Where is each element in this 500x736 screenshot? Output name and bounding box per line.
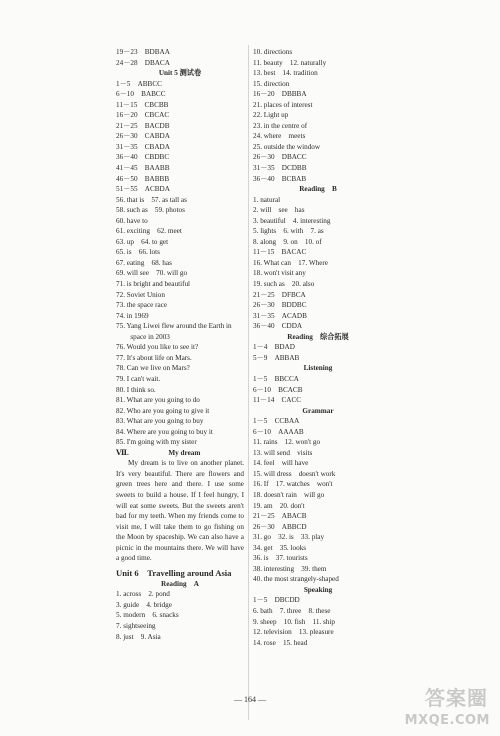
answer-line-heading: Reading B bbox=[299, 185, 337, 194]
answer-line: 16. What can 17. Where bbox=[253, 258, 328, 267]
answer-line: 11－14 CACC bbox=[253, 396, 302, 405]
answer-line: 10. directions bbox=[253, 48, 293, 56]
answer-line: 12. television 13. pleasure bbox=[253, 628, 334, 637]
answer-line: 36. is 37. tourists bbox=[253, 554, 308, 563]
answer-line: 78. Can we live on Mars? bbox=[116, 364, 190, 373]
answer-line: 11. beauty 12. naturally bbox=[253, 58, 327, 67]
answer-line: 13. will send visits bbox=[253, 448, 313, 457]
answer-line: 26－30 DBACC bbox=[253, 153, 307, 162]
answer-line: 85. I'm going with my sister bbox=[116, 438, 197, 447]
column-divider bbox=[248, 45, 249, 720]
answer-line: 14. feel will have bbox=[253, 459, 309, 468]
answer-line: 74. in 1969 bbox=[116, 311, 149, 320]
answer-line: 19. am 20. don't bbox=[253, 501, 305, 510]
answer-line: 21－25 BACDB bbox=[116, 121, 170, 130]
answer-line: 1. natural bbox=[253, 195, 281, 204]
watermark-text-bottom: MXQE.COM bbox=[404, 713, 490, 728]
essay-header bbox=[116, 448, 244, 459]
answer-line: 15. will dress doesn't work bbox=[253, 469, 336, 478]
answer-line: 9. sheep 10. fish 11. ship bbox=[253, 617, 335, 626]
essay-text: My dream is to live on another planet. It's very beautiful. There are flowers and green trees here and there. I use some sweets to build a house. If I feel hungry, I will eat some sweets. But the sweets aren't bad for my teeth. When my friends come to visit me, I will take them to go fishing on the Moon by spaceship. We can also have a picnic in the mountains there. We will have a good time. bbox=[116, 459, 244, 563]
answer-line: 36－40 CDDA bbox=[253, 322, 303, 331]
answer-line: 67. eating 68. has bbox=[116, 258, 172, 267]
answer-line: 11－15 CBCBB bbox=[116, 100, 169, 109]
answer-line: 84. Where are you going to buy it bbox=[116, 427, 213, 436]
answer-line: 13. best 14. tradition bbox=[253, 69, 318, 78]
answer-line: 1－5 DBCDD bbox=[253, 596, 300, 605]
essay-section-label: Ⅶ. bbox=[116, 448, 129, 457]
answer-line: 5. lights 6. with 7. as bbox=[253, 227, 324, 236]
answer-line-heading: Listening bbox=[303, 364, 333, 373]
answer-line: 80. I think so. bbox=[116, 385, 156, 394]
unit6-answer-list bbox=[116, 589, 244, 642]
answer-line-heading: Speaking bbox=[303, 585, 333, 594]
answer-line: 36－40 CBDBC bbox=[116, 153, 170, 162]
answer-line: 21. places of interest bbox=[253, 100, 313, 109]
answer-line: 51－55 ACBDA bbox=[116, 185, 170, 194]
answer-line: 56. that is 57. as tall as bbox=[116, 195, 187, 204]
watermark-text-top: 答案圈 bbox=[425, 686, 488, 710]
unit6-answer-line: 1. across 2. pond bbox=[116, 590, 170, 599]
answer-line: 31－35 CBADA bbox=[116, 142, 170, 151]
answer-line: 14. rose 15. head bbox=[253, 638, 308, 647]
answer-line: 61. exciting 62. meet bbox=[116, 227, 182, 236]
answer-line-heading: Grammar bbox=[302, 406, 334, 415]
answer-line: 3. beautiful 4. interesting bbox=[253, 216, 331, 225]
answer-line-heading: Unit 5 测试卷 bbox=[158, 69, 202, 78]
answer-line: 19－23 BDBAA bbox=[116, 48, 170, 56]
answer-line: 79. I can't wait. bbox=[116, 374, 161, 383]
answer-line: 5－9 ABBAB bbox=[253, 353, 300, 362]
right-column bbox=[253, 47, 383, 648]
unit6-title: Unit 6 Travelling around Asia bbox=[116, 567, 232, 578]
answer-line: 11－15 BACAC bbox=[253, 248, 307, 257]
answer-line: 34. get 35. looks bbox=[253, 543, 307, 552]
page-number: — 164 — bbox=[234, 695, 266, 704]
answer-line: 83. What are you going to buy bbox=[116, 417, 204, 426]
answer-line: 24. where meets bbox=[253, 132, 306, 141]
answer-line: 1－5 BBCCA bbox=[253, 374, 299, 383]
left-column bbox=[116, 47, 244, 642]
answer-line: 18. won't visit any bbox=[253, 269, 306, 278]
answer-line: 31－35 DCDBB bbox=[253, 164, 307, 173]
answer-line: 1－5 ABBCC bbox=[116, 79, 162, 88]
answer-line: 16. If 17. watches won't bbox=[253, 480, 333, 489]
answer-line: 18. doesn't rain will go bbox=[253, 490, 325, 499]
left-answer-list bbox=[116, 47, 244, 448]
answer-line: 6. bath 7. three 8. these bbox=[253, 606, 331, 615]
answer-line: 77. It's about life on Mars. bbox=[116, 353, 192, 362]
answer-line: 11. rains 12. won't go bbox=[253, 438, 321, 447]
answer-line: 72. Soviet Union bbox=[116, 290, 165, 299]
answer-line: 21－25 DFBCA bbox=[253, 290, 306, 299]
answer-line: 23. in the centre of bbox=[253, 121, 308, 130]
answer-line: 24－28 DBACA bbox=[116, 58, 170, 67]
answer-line: space in 2003 bbox=[116, 332, 170, 341]
answer-line: 73. the space race bbox=[116, 301, 168, 310]
watermark-logo bbox=[404, 682, 492, 728]
answer-line: 63. up 64. to get bbox=[116, 237, 169, 246]
answer-line: 16－20 CBCAC bbox=[116, 111, 170, 120]
answer-line: 1－5 CCBAA bbox=[253, 417, 300, 426]
answer-line: 76. Would you like to see it? bbox=[116, 343, 199, 352]
answer-line: 71. is bright and beautiful bbox=[116, 280, 191, 289]
essay-title: My dream bbox=[168, 448, 201, 457]
answer-line: 38. interesting 39. them bbox=[253, 564, 327, 573]
answer-line: 15. direction bbox=[253, 79, 290, 88]
answer-line: 6－10 AAAAB bbox=[253, 427, 304, 436]
answer-line: 26－30 CABDA bbox=[116, 132, 170, 141]
answer-line: 26－30 ABBCD bbox=[253, 522, 307, 531]
answer-line: 6－10 BABCC bbox=[116, 90, 166, 99]
answer-line: 31－35 ACADB bbox=[253, 311, 307, 320]
answer-line: 19. such as 20. also bbox=[253, 280, 315, 289]
answer-line: 21－25 ABACB bbox=[253, 512, 307, 521]
unit6-answer-line: 3. guide 4. bridge bbox=[116, 600, 172, 609]
answer-line: 25. outside the window bbox=[253, 142, 321, 151]
answer-line: 81. What are you going to do bbox=[116, 396, 200, 405]
answer-line: 2. will see has bbox=[253, 206, 305, 215]
answer-line: 40. the most strangely-shaped bbox=[253, 575, 339, 584]
answer-line: 26－30 BDDBC bbox=[253, 301, 307, 310]
right-answer-list bbox=[253, 47, 383, 648]
unit6-answer-line: 8. just 9. Asia bbox=[116, 632, 161, 641]
answer-line: 46－50 BABBB bbox=[116, 174, 170, 183]
answer-line: 16－20 DBBBA bbox=[253, 90, 307, 99]
answer-line: 75. Yang Liwei flew around the Earth in bbox=[116, 322, 232, 331]
unit6-reading-a-heading: Reading A bbox=[161, 579, 199, 588]
answer-line: 22. Light up bbox=[253, 111, 289, 120]
answer-line: 41－45 BAABB bbox=[116, 164, 170, 173]
answer-line: 31. go 32. is 33. play bbox=[253, 533, 325, 542]
answer-line: 82. Who are you going to give it bbox=[116, 406, 210, 415]
answer-line: 58. such as 59. photos bbox=[116, 206, 185, 215]
unit6-answer-line: 5. modern 6. snacks bbox=[116, 611, 179, 620]
answer-line-heading: Reading 综合拓展 bbox=[287, 332, 349, 341]
answer-line: 8. along 9. on 10. of bbox=[253, 237, 322, 246]
answer-line: 6－10 BCACB bbox=[253, 385, 303, 394]
answer-line: 65. is 66. lots bbox=[116, 248, 160, 257]
answer-line: 1－4 BDAD bbox=[253, 343, 295, 352]
answer-line: 69. will see 70. will go bbox=[116, 269, 188, 278]
answer-line: 36－40 BCBAB bbox=[253, 174, 307, 183]
answer-line: 60. have to bbox=[116, 216, 148, 225]
unit6-answer-line: 7. sightseeing bbox=[116, 621, 156, 630]
